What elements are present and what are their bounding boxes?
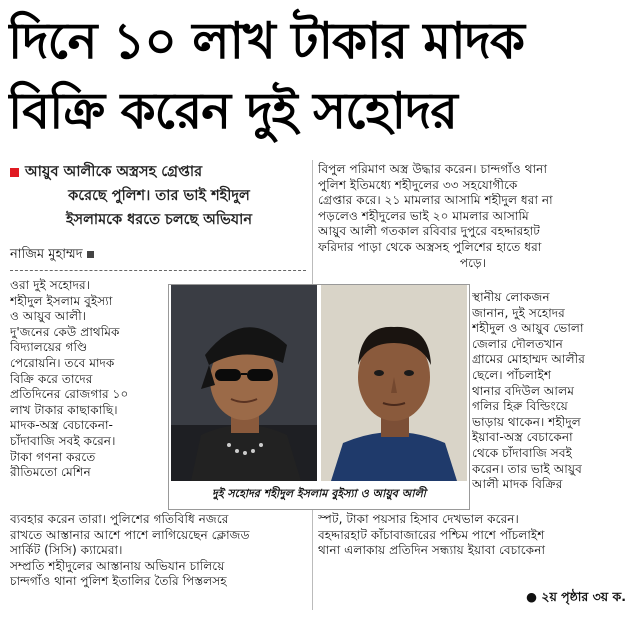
jump-text: ২য় পৃষ্ঠার ৩য় ক. (541, 589, 626, 604)
column-left (10, 278, 158, 481)
photo-man-blue-shirt (321, 285, 467, 481)
text-line: সম্প্রতি শহীদুলের আস্তানায় অভিযান চালিয়ে (10, 558, 225, 573)
text-line: টাকা গণনা করতে (10, 449, 96, 464)
text-line: বিপুল পরিমাণ অস্ত্র উদ্ধার করেন। চান্দগাঁও থানা (318, 162, 547, 176)
text-line: পেরোয়নি। তবে মাদক (10, 355, 115, 370)
text-line: ব্যবহার করেন তারা। পুলিশের গতিবিধি নজরে (10, 512, 229, 526)
text-line: থানা এলাকায় প্রতিদিন সন্ধ্যায় ইয়াবা বেচাকেনা (318, 543, 546, 558)
text-line: ছেলে। পাঁচলাইশ (472, 367, 552, 382)
text-line: বিদ্যালয়ের গণ্ডি (10, 340, 88, 355)
text-line: স্পট, টাকা পয়সার হিসাব দেখভাল করেন। (318, 512, 519, 526)
text-line: লাখ টাকার কাছাকাছি। (10, 402, 118, 417)
column-right-top (318, 162, 628, 271)
text-line: প্রতিদিনের রোজগার ১০ (10, 387, 129, 402)
portrait-cap-sunglasses-icon (171, 285, 317, 481)
text-line: স্থানীয় লোকজন (472, 290, 550, 304)
continued-jump-line[interactable]: ● ২য় পৃষ্ঠার ৩য় ক. (526, 589, 626, 604)
byline-square-icon (87, 251, 94, 258)
text-line: চাঁদাবাজি সবই করেন। (10, 433, 116, 448)
portrait-man-icon (321, 285, 467, 481)
text-line: রাখতে আস্তানার আশে পাশে লাগিয়েছেন ক্লোজড (10, 527, 250, 542)
deck-line-1: আয়ুব আলীকে অস্ত্রসহ গ্রেপ্তার (10, 160, 308, 184)
deck-line-3: ইসলামকে ধরতে চলছে অভিযান (65, 212, 253, 228)
text-line: গলির হিরু বিল্ডিংয়ে (472, 399, 568, 414)
text-line: ওরা দুই সহোদর। (10, 278, 91, 292)
text-line: পড়লেও শহীদুলের ভাই ২০ মামলার আসামি (318, 208, 529, 223)
column-right-narrow (472, 290, 628, 493)
text-line: জেলার দৌলতখান (472, 336, 563, 351)
text-line: সার্কিট (সিসি) ক্যামেরা। (10, 543, 123, 558)
text-line: চান্দগাঁও থানা পুলিশ ইতালির তৈরি পিস্তলসহ (10, 574, 227, 589)
text-line: ও আয়ুব আলী। (10, 309, 87, 324)
red-square-bullet-icon (10, 168, 19, 177)
deck-line-2: করেছে পুলিশ। তার ভাই শহীদুল (68, 188, 250, 204)
reporter-name: নাজিম মুহাম্মদ (10, 247, 83, 262)
text-line: পড়ে। (459, 255, 487, 270)
photo-man-in-cap (171, 285, 317, 481)
photo-caption: দুই সহোদর শহীদুল ইসলাম বুইস্যা ও আয়ুব আলী (212, 487, 426, 500)
headline (8, 6, 628, 146)
text-line: রীতিমতো মেশিন (10, 465, 91, 480)
text-line: গ্রামের মোহাম্মদ আলীর (472, 352, 585, 367)
text-line: বহদ্দারহাট কাঁচাবাজারের পশ্চিম পাশে পাঁচলাইশ (318, 527, 545, 542)
text-line: মাদক-অস্ত্র বেচাকেনা- (10, 418, 113, 433)
headline-line-2: বিক্রি করেন দুই সহোদর (8, 82, 457, 140)
text-line: আয়ুব আলী গতকাল রবিবার দুপুরে বহদ্দারহাট (318, 224, 540, 239)
deck (10, 160, 308, 232)
column-left-wide (10, 512, 308, 590)
photo-frame (168, 284, 470, 510)
text-line: থানার বদিউল আলম (472, 383, 574, 398)
text-line: ইয়াবা-অস্ত্র বেচাকেনা (472, 430, 573, 445)
column-right-bottom (318, 512, 628, 559)
text-line: বিক্রি করে তাদের (10, 371, 93, 386)
text-line: থেকে চাঁদাবাজি সবই (472, 445, 572, 460)
text-line: শহীদুল ইসলাম বুইস্যা (10, 293, 113, 308)
headline-line-1: দিনে ১০ লাখ টাকার মাদক (8, 12, 524, 70)
text-line: করেন। তার ভাই আয়ুব (472, 461, 582, 476)
text-line: জানান, দুই সহোদর (472, 305, 565, 320)
byline-divider (10, 270, 306, 271)
text-line: পুলিশ ইতিমধ্যে শহীদুলের ৩৩ সহযোগীকে (318, 177, 518, 192)
byline (10, 244, 94, 266)
text-line: দু'জনের কেউ প্রাথমিক (10, 324, 120, 339)
text-line: আলী মাদক বিক্রির (472, 477, 563, 492)
text-line: ভাড়ায় থাকেন। শহীদুল (472, 414, 581, 429)
text-line: শহীদুল ও আয়ুব ভোলা (472, 321, 584, 336)
text-line: গ্রেপ্তার করে। ২১ মামলার আসামি শহীদুল ধরা না (318, 193, 553, 208)
text-line: ফরিদার পাড়া থেকে অস্ত্রসহ পুলিশের হাতে ধরা (318, 239, 542, 254)
